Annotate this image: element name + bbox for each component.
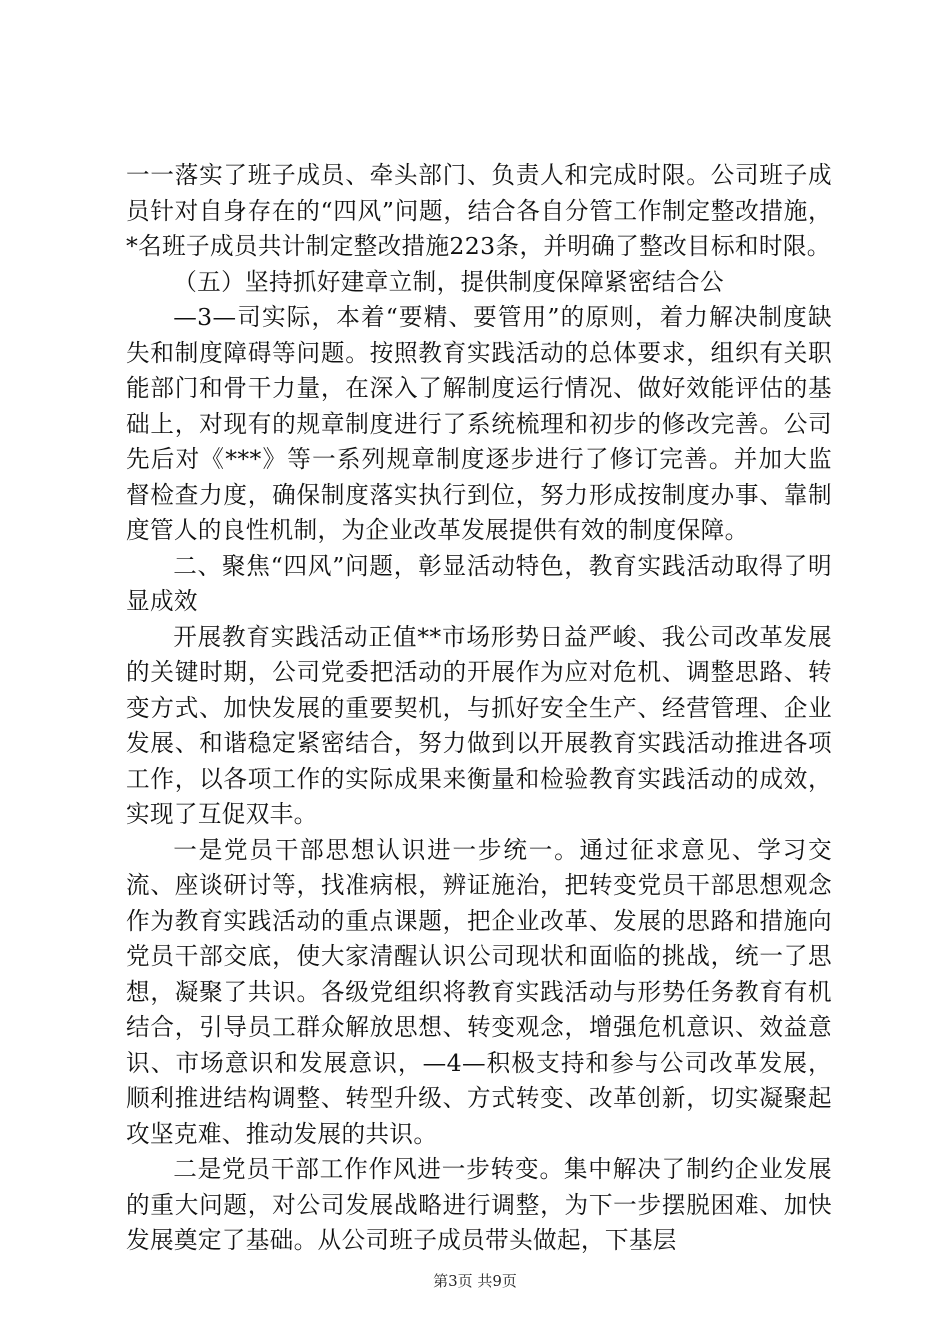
paragraph-6: 一是党员干部思想认识进一步统一。通过征求意见、学习交流、座谈研讨等，找准病根，辨证施治，把转变党员干部思想观念作为教育实践活动的重点课题，把企业改革、发展的思路和措施向党员干部交底，使大家清醒认识公司现状和面临的挑战，统一了思想，凝聚了共识。各级党组织将教育实践活动与形势任务教育有机结合，引导员工群众解放思想、转变观念，增强危机意识、效益意识、市场意识和发展意识，—4—积极支持和参与公司改革发展，顺利推进结构调整、转型升级、方式转变、改革创新，切实凝聚起攻坚克难、推动发展的共识。 bbox=[126, 835, 832, 1148]
paragraph-2-heading: （五）坚持抓好建章立制，提供制度保障紧密结合公 bbox=[173, 267, 724, 296]
paragraph-7: 二是党员干部工作作风进一步转变。集中解决了制约企业发展的重大问题，对公司发展战略进行调整，为下一步摆脱困难、加快发展奠定了基础。从公司班子成员带头做起，下基层 bbox=[126, 1155, 832, 1254]
paragraph-5: 开展教育实践活动正值**市场形势日益严峻、我公司改革发展的关键时期，公司党委把活动的开展作为应对危机、调整思路、转变方式、加快发展的重要契机，与抓好安全生产、经营管理、企业发展、和谐稳定紧密结合，努力做到以开展教育实践活动推进各项工作，以各项工作的实际成果来衡量和检验教育实践活动的成效，实现了互促双丰。 bbox=[126, 622, 832, 828]
paragraph-4-heading: 二、聚焦“四风”问题，彰显活动特色，教育实践活动取得了明显成效 bbox=[126, 551, 832, 615]
document-body bbox=[126, 158, 832, 1259]
paragraph-1: 一一落实了班子成员、牵头部门、负责人和完成时限。公司班子成员针对自身存在的“四风”问题，结合各自分管工作制定整改措施，*名班子成员共计制定整改措施223条，并明确了整改目标和时限。 bbox=[126, 161, 832, 260]
page-number-footer: 第3页 共9页 bbox=[433, 1272, 517, 1290]
paragraph-3: —3—司实际，本着“要精、要管用”的原则，着力解决制度缺失和制度障碍等问题。按照教育实践活动的总体要求，组织有关职能部门和骨干力量，在深入了解制度运行情况、做好效能评估的基础上，对现有的规章制度进行了系统梳理和初步的修改完善。公司先后对《***》等一系列规章制度逐步进行了修订完善。并加大监督检查力度，确保制度落实执行到位，努力形成按制度办事、靠制度管人的良性机制，为企业改革发展提供有效的制度保障。 bbox=[126, 303, 832, 544]
